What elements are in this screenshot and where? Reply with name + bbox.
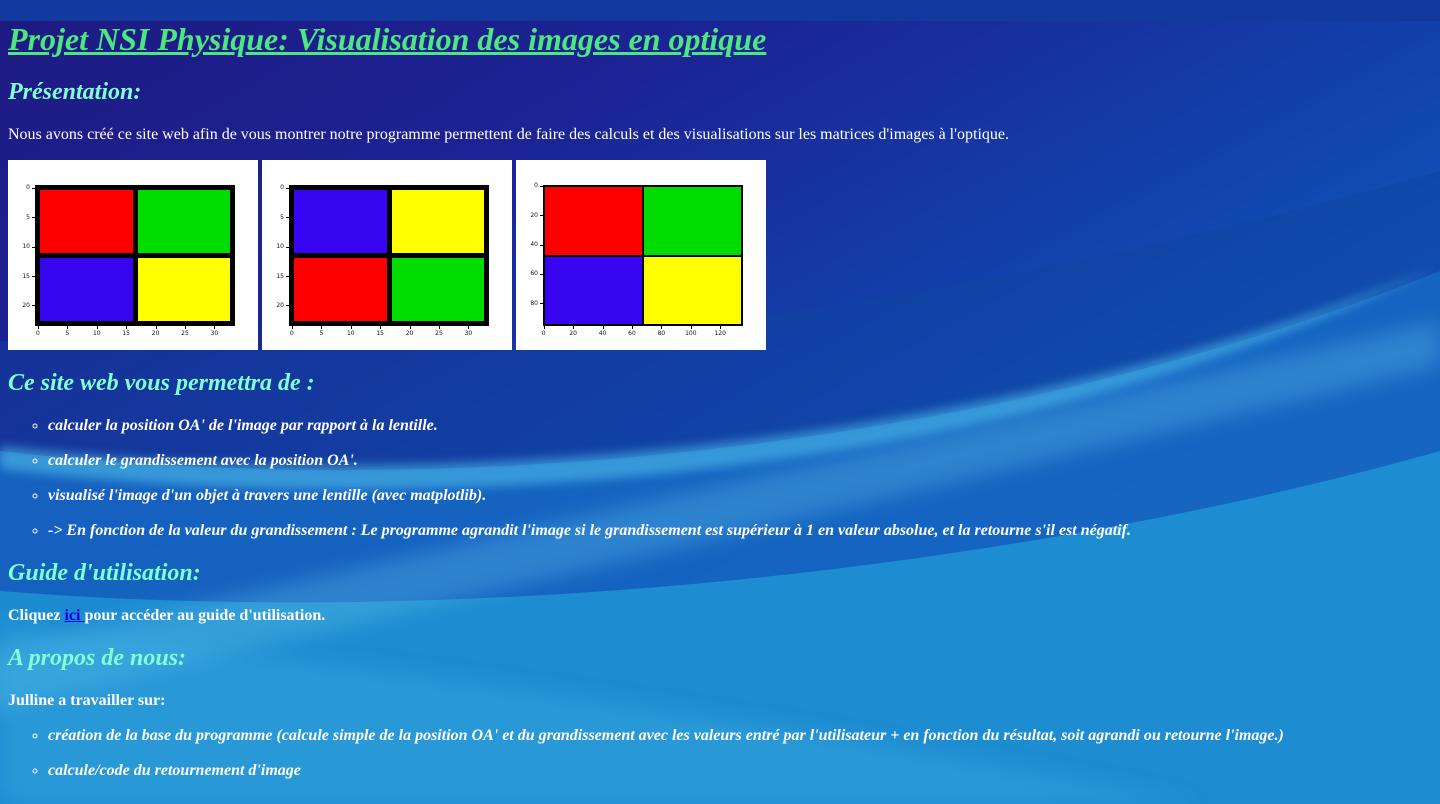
list-item: ◦ calculer le grandissement avec la position OA'. [48,452,1432,470]
about-intro: Julline a travailler sur: [8,692,166,709]
features-heading: Ce site web vous permettra de : [8,370,315,396]
page-title: Projet NSI Physique: Visualisation des images en optique [8,21,767,57]
guide-paragraph [8,607,1432,625]
matplotlib-plot-original: 0 5 10 15 20 25 30 0 5 10 15 20 [8,160,258,350]
guide-text-before: Cliquez [8,607,65,624]
page-content [8,21,1432,780]
list-item: ◦ calculer la position OA' de l'image par rapport à la lentille. [48,417,1432,435]
guide-link[interactable]: ici [64,607,85,624]
features-list [8,417,1432,540]
about-heading: A propos de nous: [8,645,187,671]
matplotlib-plot-enlarged: 0 20 40 60 80 100 120 0 20 40 60 80 [516,160,766,350]
about-list [8,727,1432,780]
matplotlib-plot-flipped: 0 5 10 15 20 25 30 0 5 10 15 20 [262,160,512,350]
guide-heading: Guide d'utilisation: [8,560,201,586]
presentation-paragraph: Nous avons créé ce site web afin de vous montrer notre programme permettent de faire des calculs et des visualisations sur les matrices d'images à l'optique. [8,126,1009,143]
list-item: ◦ calcule/code du retournement d'image [48,762,1432,780]
guide-text-after: pour accéder au guide d'utilisation. [84,607,326,624]
list-item: ◦ visualisé l'image d'un objet à travers une lentille (avec matplotlib). [48,487,1432,505]
presentation-heading: Présentation: [8,79,142,105]
list-item: ◦ -> En fonction de la valeur du grandissement : Le programme agrandit l'image si le grandissement est supérieur à 1 en valeur absolue, et la retourne s'il est négatif. [48,522,1432,540]
list-item: ◦ création de la base du programme (calcule simple de la position OA' et du grandissement avec les valeurs entré par l'utilisateur + en fonction du résultat, soit agrandi ou retourne l'image.) [48,727,1432,745]
matplotlib-figures-row [8,160,1432,350]
